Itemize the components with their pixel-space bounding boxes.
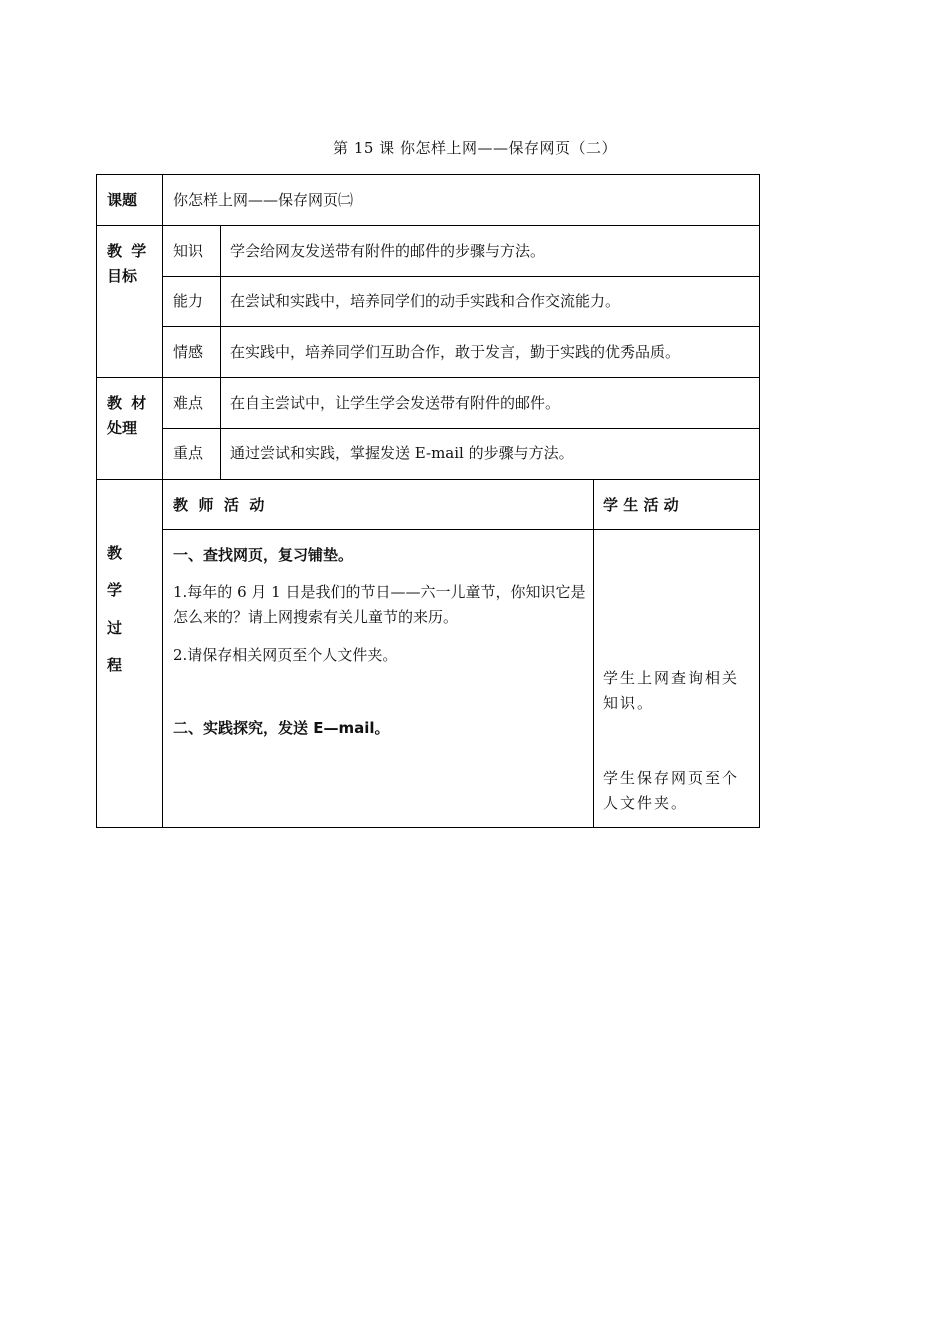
goal-knowledge-label: 知识 — [173, 242, 204, 260]
teacher-item-1: 1.每年的 6 月 1 日是我们的节日——六一儿童节，你知识它是怎么来的？请上网搜索有关儿童节的来历。 — [173, 583, 586, 626]
topic-label: 课题 — [107, 191, 138, 209]
teacher-activity-header: 教 师 活 动 — [173, 496, 265, 514]
row-divider — [97, 377, 760, 378]
material-difficulty-value: 在自主尝试中，让学生学会发送带有附件的邮件。 — [230, 394, 561, 412]
material-label-line2: 处理 — [107, 419, 138, 437]
goal-emotion-value: 在实践中，培养同学们互助合作，敢于发言，勤于实践的优秀品质。 — [230, 343, 681, 361]
material-focus-label: 重点 — [173, 444, 204, 462]
topic-value: 你怎样上网——保存网页㈡ — [173, 191, 354, 209]
teacher-section-1: 一、查找网页，复习铺垫。 — [173, 546, 354, 564]
row-divider — [97, 225, 760, 226]
column-divider — [162, 175, 163, 828]
goal-ability-label: 能力 — [173, 292, 204, 310]
process-label-char: 教 — [107, 544, 123, 562]
row-divider — [97, 479, 760, 480]
process-label-char: 过 — [107, 619, 123, 637]
row-divider — [162, 428, 760, 429]
document-title: 第 15 课 你怎样上网——保存网页（二） — [333, 139, 617, 157]
goal-knowledge-value: 学会给网友发送带有附件的邮件的步骤与方法。 — [230, 242, 546, 260]
process-label-char: 学 — [107, 581, 123, 599]
goals-label-line2: 目标 — [107, 267, 138, 285]
student-note-1: 学生上网查询相关知识。 — [603, 669, 740, 712]
lesson-plan-table — [96, 174, 760, 828]
material-label-line1: 教 材 — [107, 394, 149, 412]
column-divider — [220, 225, 221, 479]
row-divider — [162, 326, 760, 327]
goals-label-line1: 教 学 — [107, 242, 149, 260]
student-activity-header: 学 生 活 动 — [603, 496, 679, 514]
student-note-2: 学生保存网页至个人文件夹。 — [603, 769, 740, 812]
goal-ability-value: 在尝试和实践中，培养同学们的动手实践和合作交流能力。 — [230, 292, 621, 310]
goal-emotion-label: 情感 — [173, 343, 204, 361]
column-divider — [593, 479, 594, 828]
row-divider — [162, 276, 760, 277]
material-focus-value: 通过尝试和实践，掌握发送 E-mail 的步骤与方法。 — [230, 444, 574, 462]
process-label-char: 程 — [107, 656, 123, 674]
teacher-section-2: 二、实践探究，发送 E—mail。 — [173, 719, 390, 737]
teacher-item-2: 2.请保存相关网页至个人文件夹。 — [173, 646, 398, 664]
row-divider — [162, 529, 760, 530]
material-difficulty-label: 难点 — [173, 394, 204, 412]
